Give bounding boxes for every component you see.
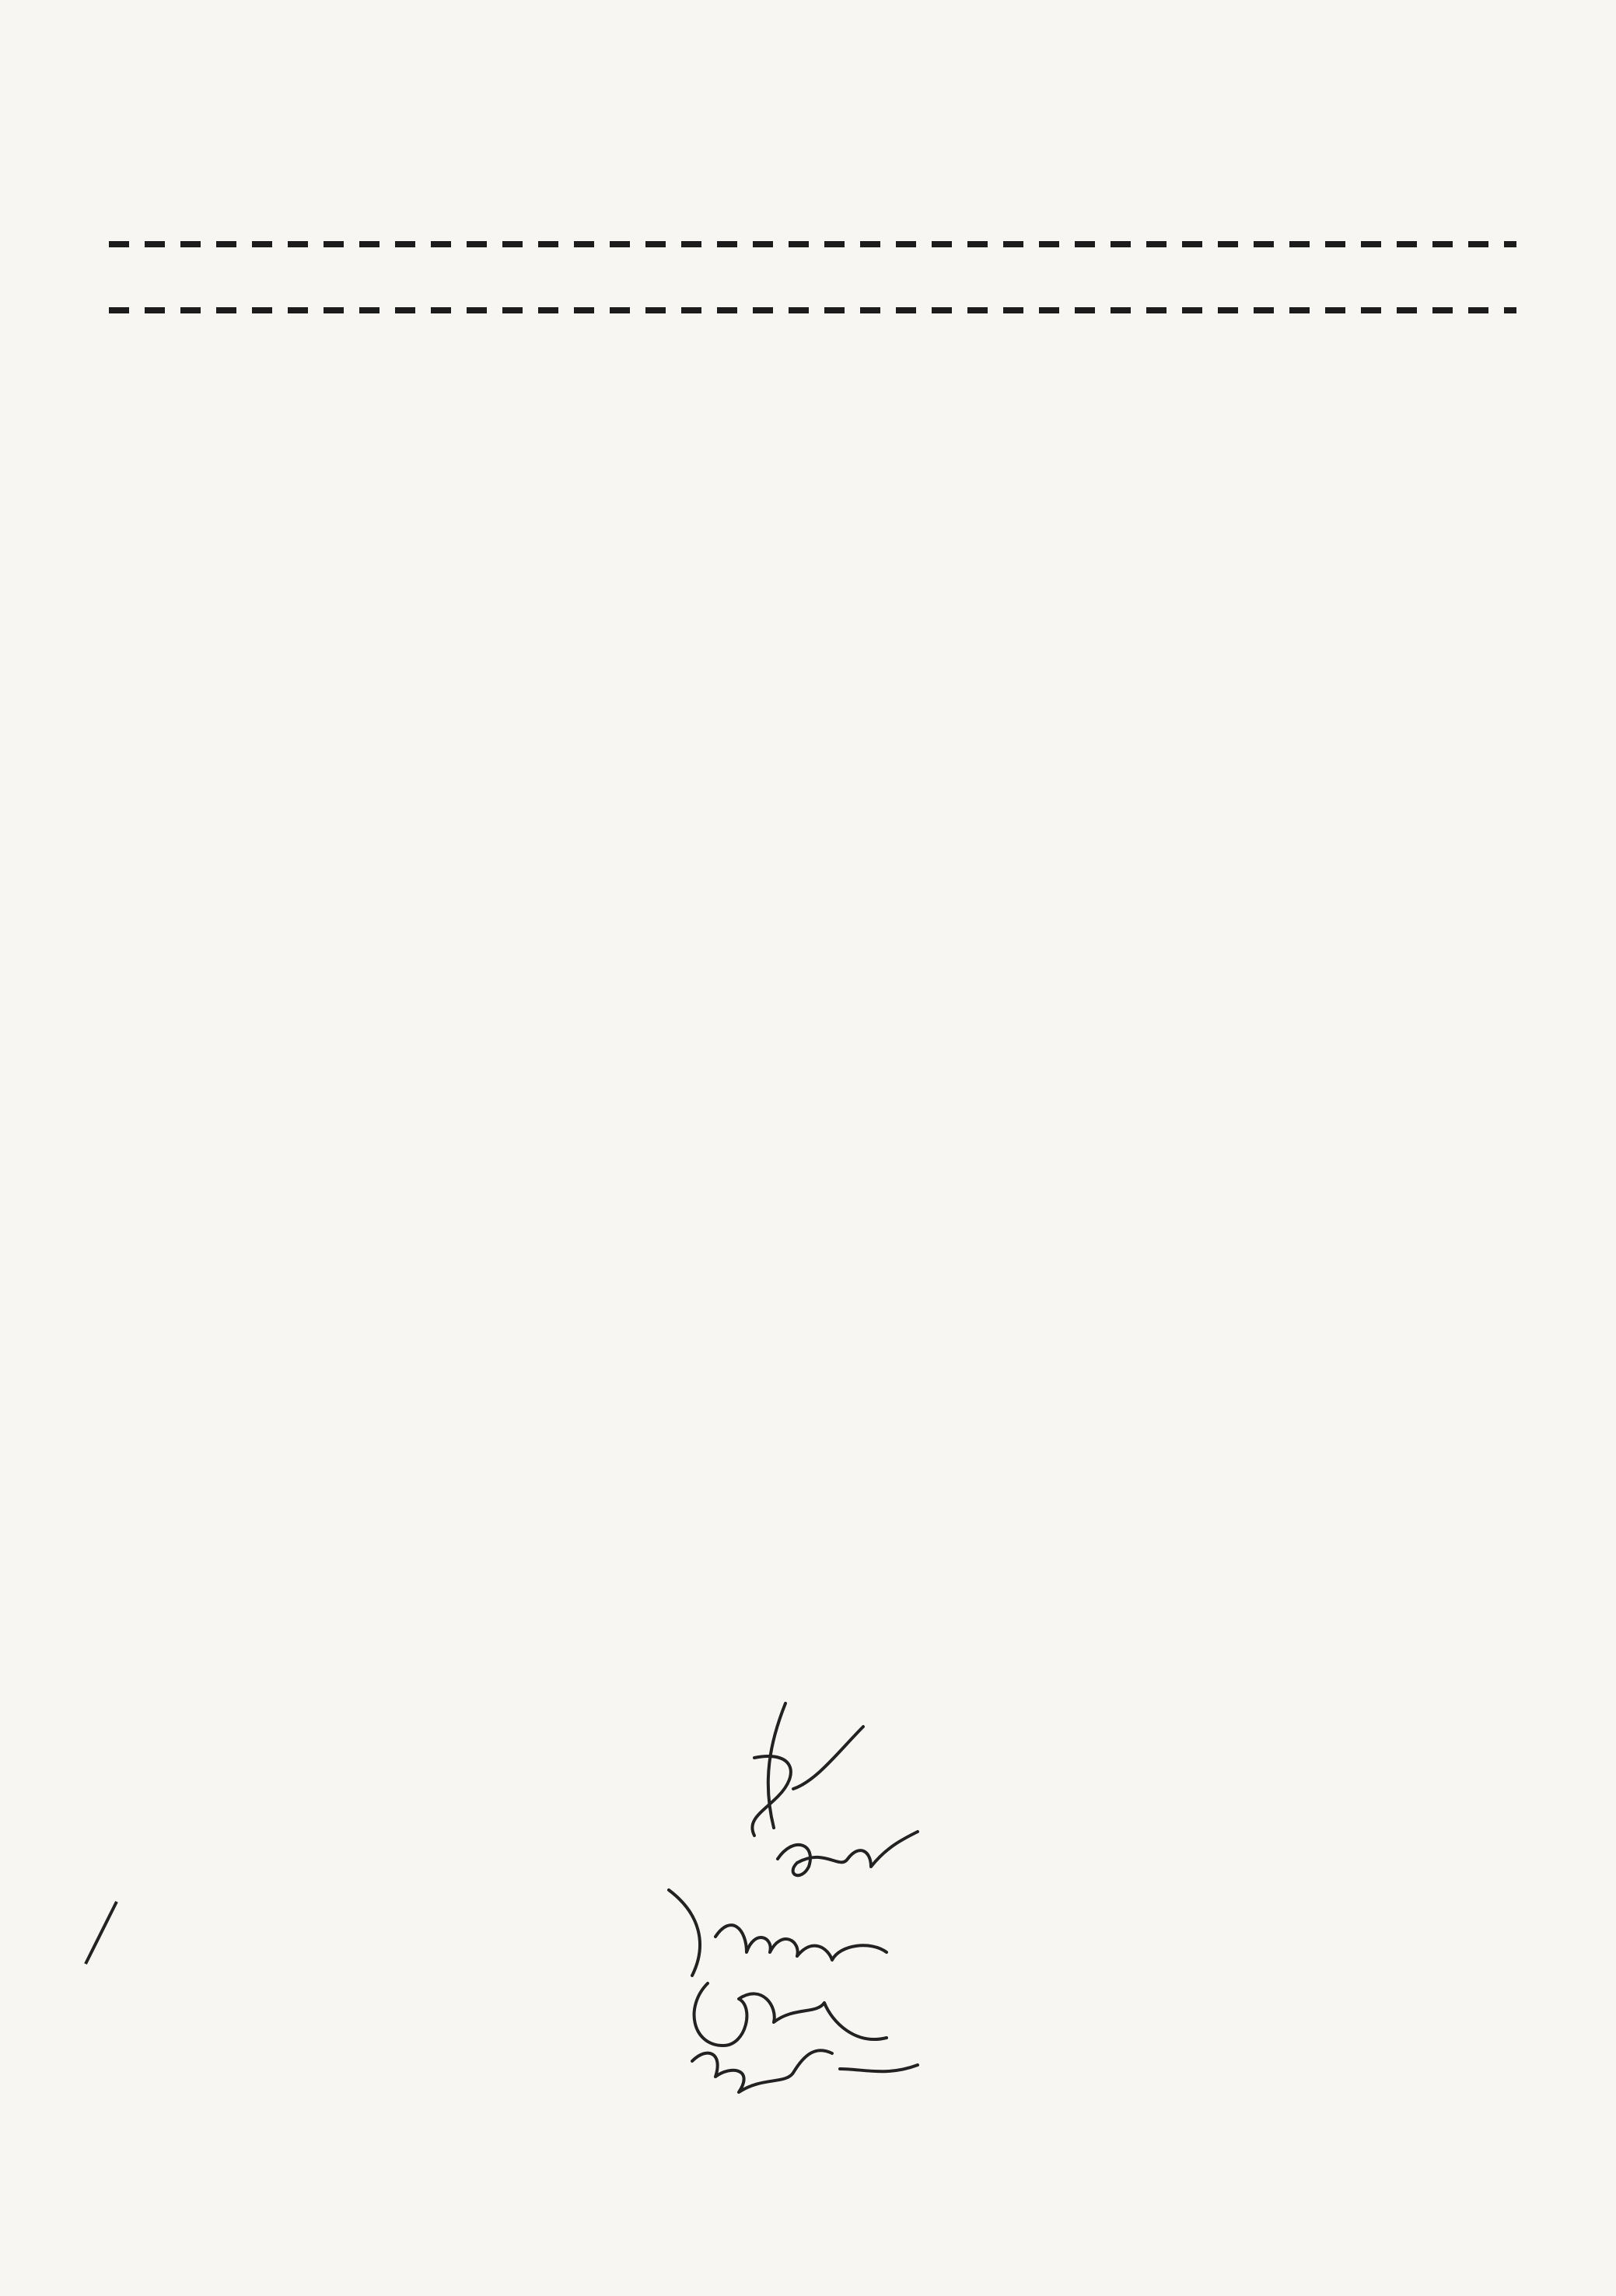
header-divider xyxy=(109,241,1516,247)
margin-mark xyxy=(78,1898,124,1968)
signatures-scribble xyxy=(638,1680,949,2116)
column-divider xyxy=(109,307,1516,313)
